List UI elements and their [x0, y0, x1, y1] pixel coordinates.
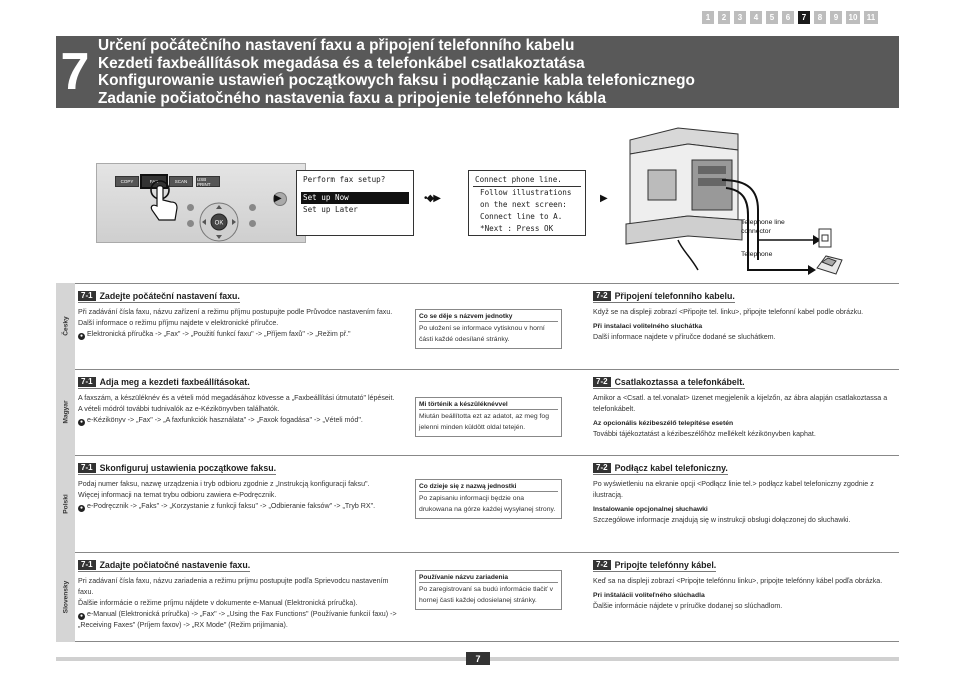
note-body: Po zaregistrovaní sa budú informácie tlačiť v hornej časti každej odosielanej stránky. [419, 586, 554, 604]
navigation-wheel-icon [197, 200, 241, 242]
sub-heading: Při instalaci volitelného sluchátka [593, 323, 703, 330]
step-paragraph: Další informace o režimu příjmu najdete v elektronické příručce. [78, 319, 279, 327]
chapter-title-czech: Určení počátečního nastavení faxu a připojení telefonního kabelu [98, 37, 575, 54]
lcd-title: Perform fax setup? [303, 175, 386, 184]
wall-jack-icon [818, 228, 832, 248]
step-title: Podłącz kabel telefoniczny. [614, 463, 728, 473]
step-7-2 [593, 463, 898, 526]
lcd-screen-connect [468, 170, 586, 236]
step-title: Připojení telefonního kabelu. [614, 291, 735, 301]
lcd-line: *Next : Press OK [480, 224, 554, 233]
step-paragraph: A faxszám, a készüléknév és a vételi mód megadásához kövesse a „Faxbeállítási útmutató" lépéseit. [78, 394, 395, 402]
note-title: Co se děje s názvem jednotky [419, 313, 558, 322]
telephone-icon [814, 252, 844, 276]
step-paragraph: Keď sa na displeji zobrazí <Pripojte telefónnu linku>, pripojte telefónny kábel podľa obrázka. [593, 577, 883, 585]
step-7-1 [78, 291, 398, 340]
step-7-2 [593, 560, 898, 612]
chapter-header [56, 36, 899, 108]
step-7-1 [78, 463, 398, 512]
sub-text: További tájékoztatást a kézibeszélőhöz mellékelt kézikönyvben kaphat. [593, 430, 816, 438]
language-tab: Slovensky [56, 552, 75, 642]
ok-arrow-icon: •◆▶ [424, 193, 440, 204]
step-badge: 7-1 [78, 377, 96, 387]
page-nav-item[interactable]: 2 [718, 11, 730, 24]
chapter-number: 7 [60, 43, 90, 101]
note-body: Miután beállította ezt az adatot, az meg fog jelenni minden küldött oldal tetején. [419, 413, 549, 431]
ok-button-label: OK [214, 220, 224, 227]
step-7-2 [593, 377, 898, 440]
step-badge: 7-2 [593, 377, 611, 387]
panel-dot-icon [249, 204, 256, 211]
note-box [415, 397, 562, 437]
language-tab: Polski [56, 455, 75, 552]
step-title: Zadajte počiatočné nastavenie faxu. [99, 560, 251, 570]
arrow-right-icon: ▶ [600, 193, 608, 204]
note-body: Po uložení se informace vytisknou v horní části každé odesílané stránky. [419, 325, 545, 343]
telephone-label: Telephone [741, 251, 773, 258]
chapter-titles [94, 36, 695, 108]
page-nav-item[interactable]: 9 [830, 11, 842, 24]
page-nav-item[interactable]: 10 [846, 11, 860, 24]
step-badge: 7-2 [593, 560, 611, 570]
note-title: Mi történik a készüléknévvel [419, 401, 558, 410]
manual-reference: e-Kézikönyv -> „Fax" -> „A faxfunkciók használata" -> „Faxok fogadása" -> „Vételi mód". [87, 416, 363, 424]
note-title: Co dzieje się z nazwą jednostki [419, 483, 558, 492]
lcd-line: on the next screen: [480, 200, 567, 209]
language-tab: Česky [56, 283, 75, 369]
step-title: Pripojte telefónny kábel. [614, 560, 717, 570]
sub-text: Ďalšie informácie nájdete v príručke dodanej so slúchadlom. [593, 602, 783, 610]
telephone-line-connector-label: Telephone line connector [741, 219, 785, 235]
panel-dot-icon [187, 220, 194, 227]
lcd-option-selected: Set up Now [301, 192, 409, 204]
step-badge: 7-1 [78, 291, 96, 301]
usb-print-button-illustration: USB PRINT [196, 176, 220, 187]
step-badge: 7-2 [593, 463, 611, 473]
page-nav-item[interactable]: 11 [864, 11, 878, 24]
fax-button-illustration: FAX [142, 176, 166, 187]
reference-icon: ● [79, 419, 84, 425]
step-badge: 7-1 [78, 463, 96, 473]
note-box [415, 570, 562, 610]
note-body: Po zapisaniu informacji będzie ona drukowana na górze każdej wysyłanej strony. [419, 495, 556, 513]
page-nav-item[interactable]: 6 [782, 11, 794, 24]
step-paragraph: Podaj numer faksu, nazwę urządzenia i tryb odbioru zgodnie z „Instrukcją konfiguracji faksu". [78, 480, 370, 488]
arrow-right-icon: ▶ [274, 193, 282, 204]
step-title: Csatlakoztassa a telefonkábelt. [614, 377, 745, 387]
panel-dot-icon [249, 220, 256, 227]
lcd-line: Follow illustrations [480, 188, 572, 197]
printer-rear-illustration [618, 120, 828, 280]
setup-diagram [56, 120, 899, 280]
finger-press-icon [147, 180, 181, 224]
page-nav-item[interactable]: 5 [766, 11, 778, 24]
divider [75, 641, 899, 642]
scan-button-illustration: SCAN [169, 176, 193, 187]
step-title: Adja meg a kezdeti faxbeállításokat. [99, 377, 250, 387]
panel-dot-icon [187, 204, 194, 211]
language-tab: Magyar [56, 369, 75, 455]
page-nav-item[interactable]: 4 [750, 11, 762, 24]
manual-reference: e-Podręcznik -> „Faks" -> „Korzystanie z funkcji faksu" -> „Odbieranie faksów" -> „Tryb RX". [87, 502, 376, 510]
chapter-title-slovak: Zadanie počiatočného nastavenia faxu a pripojenie telefónneho kábla [98, 89, 607, 107]
page-nav-item[interactable]: 3 [734, 11, 746, 24]
sub-heading: Instalowanie opcjonalnej słuchawki [593, 506, 708, 513]
page-navigation [702, 11, 878, 24]
step-paragraph: Amikor a <Csatl. a tel.vonalat> üzenet megjelenik a kijelzőn, az ábra alapján csatlakoztassa a telefonkábelt. [593, 394, 888, 413]
page-nav-item-current[interactable]: 7 [798, 11, 810, 24]
section-polish [56, 455, 899, 552]
section-hungarian [56, 369, 899, 455]
chapter-title-polish: Konfigurowanie ustawień początkowych faksu i podłączanie kabla telefonicznego [98, 72, 695, 89]
step-paragraph: Když se na displeji zobrazí <Připojte tel. linku>, připojte telefonní kabel podle obrázku. [593, 308, 864, 316]
page-number: 7 [466, 652, 490, 665]
sub-text: Szczegółowe informacje znajdują się w instrukcji obsługi dołączonej do słuchawki. [593, 516, 851, 524]
copy-button-illustration: COPY [115, 176, 139, 187]
step-paragraph: A vételi módról további tudnivalók az e-Kézikönyvben találhatók. [78, 405, 280, 413]
step-paragraph: Při zadávání čísla faxu, názvu zařízení a režimu příjmu postupujte podle Průvodce nastavením faxu. [78, 308, 393, 316]
manual-reference: e-Manual (Elektronická príručka) -> „Fax" -> „Using the Fax Functions" (Používanie funkcií faxu) -> „Receiving Faxes" (Príjem faxov) -> „RX Mode" (Režim prijímania). [78, 610, 397, 629]
step-paragraph: Pri zadávaní čísla faxu, názvu zariadenia a režimu príjmu postupujte podľa Sprievodcu nastavením faxu. [78, 577, 389, 596]
step-paragraph: Więcej informacji na temat trybu odbioru zawiera e-Podręcznik. [78, 491, 277, 499]
step-title: Skonfiguruj ustawienia początkowe faksu. [99, 463, 277, 473]
sub-text: Další informace najdete v příručce dodané se sluchátkem. [593, 333, 776, 341]
lcd-title: Connect phone line. [473, 174, 581, 187]
lcd-option: Set up Later [303, 205, 358, 214]
step-7-1 [78, 377, 398, 426]
step-7-2 [593, 291, 898, 343]
step-badge: 7-2 [593, 291, 611, 301]
lcd-line: Connect line to A. [480, 212, 563, 221]
manual-reference: Elektronická příručka -> „Fax" -> „Použití funkcí faxu" -> „Příjem faxů" -> „Režim př." [87, 330, 351, 338]
reference-icon: ● [79, 333, 84, 339]
step-paragraph: Ďalšie informácie o režime príjmu nájdete v dokumente e-Manual (Elektronická príručka). [78, 599, 358, 607]
step-title: Zadejte počáteční nastavení faxu. [99, 291, 240, 301]
section-czech [56, 283, 899, 369]
note-title: Používanie názvu zariadenia [419, 574, 558, 583]
chapter-title-hungarian: Kezdeti faxbeállítások megadása és a telefonkábel csatlakoztatása [98, 54, 585, 72]
lcd-screen-setup [296, 170, 414, 236]
step-paragraph: Po wyświetleniu na ekranie opcji <Podłącz linie tel.> podłącz kabel telefoniczny zgodnie z ilustracją. [593, 480, 874, 499]
note-box [415, 479, 562, 519]
sub-heading: Az opcionális kézibeszélő telepítése esetén [593, 420, 734, 427]
page-nav-item[interactable]: 1 [702, 11, 714, 24]
section-slovak [56, 552, 899, 642]
step-7-1 [78, 560, 398, 631]
sub-heading: Pri inštalácii voliteľného slúchadla [593, 592, 705, 599]
step-badge: 7-1 [78, 560, 96, 570]
reference-icon: ● [79, 613, 84, 619]
note-box [415, 309, 562, 349]
page-nav-item[interactable]: 8 [814, 11, 826, 24]
reference-icon: ● [79, 505, 84, 511]
